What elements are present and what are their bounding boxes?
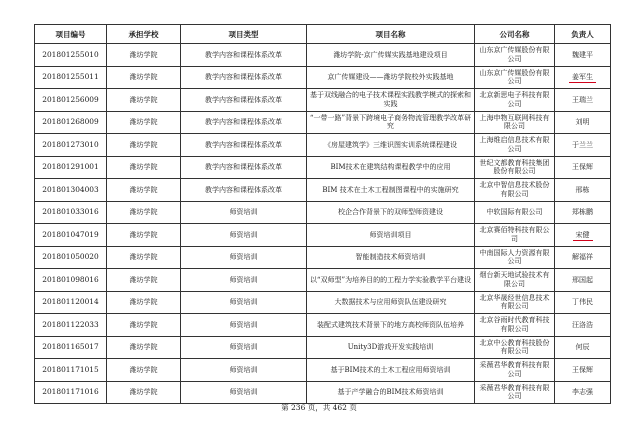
cell-school bbox=[107, 111, 181, 134]
cell-project-name-text: 装配式建筑技术背景下的地方高校师资队伍培养 bbox=[317, 320, 464, 329]
cell-company-text: 烟台新天地试验技术有限公司 bbox=[479, 271, 550, 288]
cell-project-name-text: “一带一路”背景下跨境电子商务物流管理教学改革研究 bbox=[309, 113, 472, 131]
cell-project-id bbox=[35, 314, 107, 337]
cell-project-type bbox=[181, 246, 307, 269]
cell-leader bbox=[555, 201, 611, 224]
cell-school-text: 潍坊学院 bbox=[129, 230, 158, 239]
cell-project-id bbox=[35, 269, 107, 292]
cell-project-type-text: 教学内容和课程体系改革 bbox=[205, 185, 282, 194]
table-row bbox=[35, 291, 611, 314]
cell-project-id bbox=[35, 66, 107, 89]
cell-leader-text: 邢国起 bbox=[572, 275, 593, 284]
header-company: 公司名称 bbox=[475, 25, 555, 44]
cell-project-type-text: 师资培训 bbox=[229, 275, 258, 284]
cell-leader bbox=[555, 66, 611, 89]
cell-project-id bbox=[35, 224, 107, 247]
cell-company-text: 采薇君华教育科技有限公司 bbox=[479, 383, 550, 401]
cell-project-id bbox=[35, 291, 107, 314]
cell-leader-text: 于兰兰 bbox=[572, 140, 593, 149]
cell-leader-text: 何辰 bbox=[575, 343, 590, 352]
cell-school bbox=[107, 201, 181, 224]
cell-company-text: 山东京广传媒股份有限公司 bbox=[479, 46, 550, 63]
cell-project-type-text: 教学内容和课程体系改革 bbox=[205, 50, 282, 59]
cell-leader bbox=[555, 291, 611, 314]
cell-project-id bbox=[35, 44, 107, 67]
cell-project-type-text: 教学内容和课程体系改革 bbox=[205, 73, 282, 82]
cell-project-id-text: 201801033016 bbox=[42, 207, 99, 217]
cell-leader bbox=[555, 156, 611, 179]
cell-project-type-text: 师资培训 bbox=[229, 298, 258, 307]
cell-project-id bbox=[35, 156, 107, 179]
cell-project-name bbox=[307, 359, 475, 382]
cell-leader-text: 刘明 bbox=[575, 118, 590, 127]
cell-project-name bbox=[307, 201, 475, 224]
cell-company bbox=[475, 134, 555, 157]
cell-project-name bbox=[307, 134, 475, 157]
table-header-row bbox=[35, 25, 611, 44]
cell-leader bbox=[555, 179, 611, 202]
header-project-name: 项目名称 bbox=[307, 25, 475, 44]
cell-project-type-text: 师资培训 bbox=[229, 388, 258, 397]
cell-leader bbox=[555, 134, 611, 157]
cell-project-type-text: 师资培训 bbox=[229, 208, 258, 217]
cell-school bbox=[107, 224, 181, 247]
cell-school bbox=[107, 89, 181, 112]
cell-project-id-text: 201801256009 bbox=[42, 94, 99, 104]
cell-project-type bbox=[181, 224, 307, 247]
cell-project-id-text: 201801050020 bbox=[42, 252, 99, 262]
cell-company-text: 采薇君华教育科技有限公司 bbox=[479, 361, 550, 378]
table-body bbox=[35, 44, 611, 404]
table-row bbox=[35, 44, 611, 67]
cell-project-name bbox=[307, 314, 475, 337]
cell-project-name bbox=[307, 89, 475, 112]
cell-school-text: 潍坊学院 bbox=[129, 298, 158, 307]
cell-project-id bbox=[35, 89, 107, 112]
cell-leader bbox=[555, 336, 611, 359]
cell-project-id-text: 201801304003 bbox=[42, 184, 99, 194]
cell-project-type bbox=[181, 44, 307, 67]
cell-project-type bbox=[181, 336, 307, 359]
cell-leader-text: 解福祥 bbox=[572, 253, 593, 262]
cell-project-id-text: 201801120014 bbox=[42, 297, 99, 307]
cell-project-type bbox=[181, 179, 307, 202]
cell-school bbox=[107, 269, 181, 292]
cell-project-name bbox=[307, 381, 475, 404]
cell-school bbox=[107, 314, 181, 337]
cell-project-name-text: 以“双师型”为培养目的的工程力学实验教学平台建设 bbox=[309, 275, 472, 284]
cell-project-id-text: 201801171015 bbox=[42, 364, 99, 374]
cell-project-id bbox=[35, 336, 107, 359]
cell-leader-text: 王瑞兰 bbox=[572, 95, 593, 104]
table-row bbox=[35, 224, 611, 247]
header-project-id: 项目编号 bbox=[35, 25, 107, 44]
cell-leader-text: 宋健 bbox=[573, 231, 593, 241]
header-project-type: 项目类型 bbox=[181, 25, 307, 44]
cell-company-text: 中软国际有限公司 bbox=[486, 208, 543, 217]
cell-company bbox=[475, 44, 555, 67]
cell-project-name-text: 潍坊学院-京广传媒实践基地建设项目 bbox=[333, 50, 448, 59]
cell-project-type bbox=[181, 89, 307, 112]
cell-project-id-text: 201801255010 bbox=[42, 49, 99, 59]
cell-company bbox=[475, 359, 555, 382]
cell-school-text: 潍坊学院 bbox=[129, 73, 158, 82]
cell-project-name bbox=[307, 179, 475, 202]
cell-company-text: 中南国际人力资源有限公司 bbox=[479, 248, 550, 266]
cell-project-id-text: 201801047019 bbox=[42, 229, 99, 239]
cell-project-id-text: 201801171016 bbox=[42, 387, 99, 397]
cell-company-text: 上海维启信息技术有限公司 bbox=[479, 136, 550, 153]
table-row bbox=[35, 66, 611, 89]
cell-project-type bbox=[181, 156, 307, 179]
cell-leader bbox=[555, 246, 611, 269]
header-school: 承担学校 bbox=[107, 25, 181, 44]
cell-project-name-text: BIM 技术在土木工程制图课程中的实施研究 bbox=[322, 185, 459, 194]
table-row bbox=[35, 201, 611, 224]
table-row bbox=[35, 89, 611, 112]
cell-company-text: 北京新思电子科技有限公司 bbox=[479, 91, 550, 108]
cell-company bbox=[475, 269, 555, 292]
cell-school-text: 潍坊学院 bbox=[129, 388, 158, 397]
cell-project-id bbox=[35, 134, 107, 157]
cell-school-text: 潍坊学院 bbox=[129, 140, 158, 149]
cell-school bbox=[107, 336, 181, 359]
cell-school-text: 潍坊学院 bbox=[129, 185, 158, 194]
cell-school bbox=[107, 246, 181, 269]
cell-project-type-text: 师资培训 bbox=[229, 343, 258, 352]
cell-project-id bbox=[35, 111, 107, 134]
cell-company-text: 世纪文都教育科技集团股份有限公司 bbox=[479, 158, 550, 176]
cell-company bbox=[475, 66, 555, 89]
cell-school bbox=[107, 381, 181, 404]
cell-school bbox=[107, 134, 181, 157]
cell-leader-text: 丁伟民 bbox=[572, 298, 593, 307]
cell-project-name-text: BIM技术在建筑结构课程教学中的应用 bbox=[330, 163, 451, 172]
table-row bbox=[35, 269, 611, 292]
cell-project-type-text: 教学内容和课程体系改革 bbox=[205, 163, 282, 172]
cell-project-type bbox=[181, 201, 307, 224]
cell-company bbox=[475, 314, 555, 337]
cell-project-id-text: 201801098016 bbox=[42, 274, 99, 284]
cell-project-type-text: 师资培训 bbox=[229, 365, 258, 374]
cell-school bbox=[107, 359, 181, 382]
cell-school bbox=[107, 44, 181, 67]
project-table bbox=[34, 24, 611, 404]
cell-project-type-text: 教学内容和课程体系改革 bbox=[205, 118, 282, 127]
page-footer: 第 236 页，共 462 页 bbox=[281, 403, 357, 412]
header-leader: 负责人 bbox=[555, 25, 611, 44]
cell-project-id-text: 201801268009 bbox=[42, 117, 99, 127]
cell-company-text: 上海申物互联网科技有限公司 bbox=[479, 113, 550, 131]
table-row bbox=[35, 381, 611, 404]
cell-project-type bbox=[181, 269, 307, 292]
table-row bbox=[35, 359, 611, 382]
cell-school-text: 潍坊学院 bbox=[129, 320, 158, 329]
cell-company bbox=[475, 179, 555, 202]
cell-project-name-text: Unity3D游戏开发实践培训 bbox=[347, 343, 434, 352]
table-row bbox=[35, 314, 611, 337]
cell-company-text: 北京中公教育科技股份有限公司 bbox=[479, 338, 550, 356]
cell-project-id-text: 201801122033 bbox=[42, 319, 99, 329]
cell-project-type bbox=[181, 381, 307, 404]
cell-leader bbox=[555, 111, 611, 134]
cell-project-name-text: 基于BIM技术的土木工程应用师资培训 bbox=[330, 365, 451, 374]
cell-company-text: 北京中智信息技术股份有限公司 bbox=[479, 181, 550, 198]
cell-company-text: 山东京广传媒股份有限公司 bbox=[479, 68, 550, 86]
cell-school-text: 潍坊学院 bbox=[129, 95, 158, 104]
cell-project-name-text: 师资培训项目 bbox=[369, 230, 412, 239]
cell-project-name-text: 京广传媒建设——潍坊学院校外实践基地 bbox=[327, 73, 454, 82]
cell-leader-text: 魏建平 bbox=[572, 50, 593, 59]
table-row bbox=[35, 246, 611, 269]
cell-company-text: 北京华晟经世信息技术有限公司 bbox=[479, 293, 550, 311]
cell-project-name-text: 基于产学融合的BIM技术师资培训 bbox=[337, 388, 444, 397]
cell-leader bbox=[555, 89, 611, 112]
cell-school-text: 潍坊学院 bbox=[129, 208, 158, 217]
cell-project-name-text: 基于双线融合的电子技术课程实践教学模式的探索和实践 bbox=[310, 91, 471, 108]
cell-company bbox=[475, 224, 555, 247]
cell-project-name-text: 大数据技术与应用师资队伍建设研究 bbox=[334, 298, 447, 307]
cell-leader-text: 王保辉 bbox=[572, 365, 593, 374]
cell-project-id-text: 201801273010 bbox=[42, 139, 99, 149]
cell-school-text: 潍坊学院 bbox=[129, 118, 158, 127]
cell-project-id bbox=[35, 179, 107, 202]
cell-project-name bbox=[307, 269, 475, 292]
cell-leader-text: 李志强 bbox=[572, 388, 593, 397]
cell-company-text: 北京谷雨时代教育科技有限公司 bbox=[479, 316, 550, 333]
cell-company bbox=[475, 291, 555, 314]
cell-project-type bbox=[181, 291, 307, 314]
cell-project-type-text: 教学内容和课程体系改革 bbox=[205, 95, 282, 104]
cell-project-type bbox=[181, 359, 307, 382]
cell-school-text: 潍坊学院 bbox=[129, 253, 158, 262]
cell-project-id bbox=[35, 381, 107, 404]
cell-company bbox=[475, 336, 555, 359]
cell-project-id-text: 201801255011 bbox=[42, 72, 99, 82]
table-row bbox=[35, 336, 611, 359]
cell-school-text: 潍坊学院 bbox=[129, 275, 158, 284]
cell-project-type bbox=[181, 66, 307, 89]
cell-project-type bbox=[181, 111, 307, 134]
cell-leader bbox=[555, 269, 611, 292]
cell-project-name-text: 校企合作背景下的双师型师资建设 bbox=[338, 208, 443, 217]
cell-company bbox=[475, 246, 555, 269]
cell-project-type-text: 师资培训 bbox=[229, 230, 258, 239]
cell-project-name bbox=[307, 44, 475, 67]
cell-project-id-text: 201801291001 bbox=[42, 162, 99, 172]
cell-company-text: 北京赛佰特科技有限公司 bbox=[479, 226, 550, 243]
cell-company bbox=[475, 89, 555, 112]
cell-project-name bbox=[307, 224, 475, 247]
cell-school-text: 潍坊学院 bbox=[129, 163, 158, 172]
cell-school bbox=[107, 156, 181, 179]
cell-project-type-text: 教学内容和课程体系改革 bbox=[205, 140, 282, 149]
cell-school bbox=[107, 291, 181, 314]
cell-leader-text: 王保辉 bbox=[572, 163, 593, 172]
cell-company bbox=[475, 381, 555, 404]
cell-leader-text: 郑栋鹏 bbox=[572, 208, 593, 217]
cell-leader bbox=[555, 314, 611, 337]
table-row bbox=[35, 179, 611, 202]
cell-project-id bbox=[35, 201, 107, 224]
cell-project-name bbox=[307, 111, 475, 134]
cell-project-name bbox=[307, 336, 475, 359]
table-row bbox=[35, 134, 611, 157]
cell-company bbox=[475, 111, 555, 134]
cell-project-type bbox=[181, 134, 307, 157]
cell-leader-text: 汪洛浩 bbox=[572, 320, 593, 329]
cell-project-name bbox=[307, 246, 475, 269]
cell-leader bbox=[555, 44, 611, 67]
cell-leader-text: 邢栋 bbox=[575, 185, 590, 194]
cell-school-text: 潍坊学院 bbox=[129, 343, 158, 352]
cell-project-id-text: 201801165017 bbox=[42, 342, 99, 352]
cell-project-type-text: 师资培训 bbox=[229, 253, 258, 262]
cell-project-name bbox=[307, 156, 475, 179]
cell-project-name-text: 《房屋建筑学》三维识图实训系统课程建设 bbox=[324, 140, 457, 149]
cell-school bbox=[107, 179, 181, 202]
cell-leader bbox=[555, 381, 611, 404]
cell-company bbox=[475, 201, 555, 224]
table-row bbox=[35, 156, 611, 179]
cell-project-name bbox=[307, 66, 475, 89]
cell-project-name-text: 智能制造技术师资培训 bbox=[355, 253, 426, 262]
cell-project-name bbox=[307, 291, 475, 314]
cell-school bbox=[107, 66, 181, 89]
cell-leader bbox=[555, 224, 611, 247]
cell-project-type-text: 师资培训 bbox=[229, 320, 258, 329]
cell-leader-text: 姜军生 bbox=[569, 73, 596, 83]
cell-company bbox=[475, 156, 555, 179]
cell-school-text: 潍坊学院 bbox=[129, 365, 158, 374]
cell-project-id bbox=[35, 359, 107, 382]
cell-school-text: 潍坊学院 bbox=[129, 50, 158, 59]
cell-leader bbox=[555, 359, 611, 382]
table-row bbox=[35, 111, 611, 134]
cell-project-type bbox=[181, 314, 307, 337]
cell-project-id bbox=[35, 246, 107, 269]
